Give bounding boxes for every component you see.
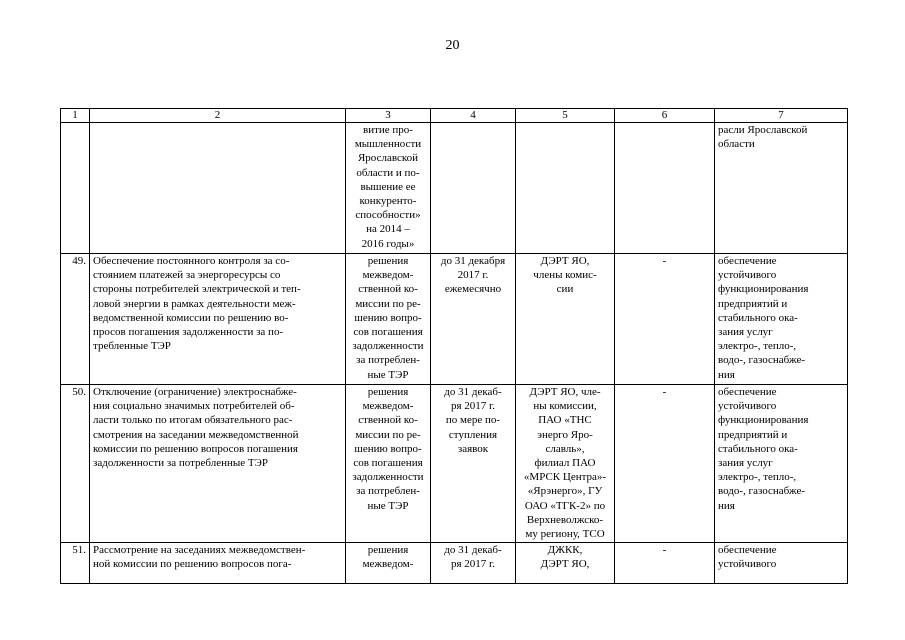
deadline-cell: до 31 декаб- ря 2017 г. по мере по- ступления заявок — [431, 385, 516, 543]
table-row — [61, 385, 848, 543]
column-header: 5 — [516, 109, 615, 123]
row-number-cell: 50. — [61, 385, 90, 543]
result-cell: обеспечение устойчивого функционирования предприятий и стабильного ока- зания услуг электро-, тепло-, водо-, газоснабже- ния — [715, 385, 848, 543]
responsible-cell: ДЖКК, ДЭРТ ЯО, — [516, 543, 615, 584]
document-cell: витие про- мышленности Ярославской области и по- вышение ее конкуренто- способности» на 2014 – 2016 годы» — [346, 123, 431, 254]
funding-cell — [615, 123, 715, 254]
responsible-cell — [516, 123, 615, 254]
row-number-cell: 51. — [61, 543, 90, 584]
table-row — [61, 543, 848, 584]
deadline-cell: до 31 декаб- ря 2017 г. — [431, 543, 516, 584]
deadline-cell — [431, 123, 516, 254]
column-header: 3 — [346, 109, 431, 123]
column-header: 4 — [431, 109, 516, 123]
column-header: 2 — [90, 109, 346, 123]
measure-cell — [90, 123, 346, 254]
funding-cell: - — [615, 254, 715, 385]
document-cell: решения межведом- — [346, 543, 431, 584]
measures-table — [60, 108, 848, 584]
page-number: 20 — [445, 38, 460, 53]
deadline-cell: до 31 декабря 2017 г. ежемесячно — [431, 254, 516, 385]
table-row — [61, 123, 848, 254]
funding-cell: - — [615, 385, 715, 543]
measure-cell: Обеспечение постоянного контроля за со- стоянием платежей за энергоресурсы со стороны потребителей электрической и теп- ловой энергии в рамках деятельности меж- ведомственной комиссии по решению во- просов погашения задолженности за по- требленные ТЭР — [90, 254, 346, 385]
column-header: 7 — [715, 109, 848, 123]
result-cell: расли Ярославской области — [715, 123, 848, 254]
table-row — [61, 254, 848, 385]
row-number-cell: 49. — [61, 254, 90, 385]
responsible-cell: ДЭРТ ЯО, члены комис- сии — [516, 254, 615, 385]
responsible-cell: ДЭРТ ЯО, чле- ны комиссии, ПАО «ТНС энерго Яро- славль», филиал ПАО «МРСК Центра»- «Ярэнерго», ГУ ОАО «ТГК-2» по Верхневолжско- му региону, ТСО — [516, 385, 615, 543]
document-cell: решения межведом- ственной ко- миссии по ре- шению вопро- сов погашения задолженности за потреблен- ные ТЭР — [346, 385, 431, 543]
row-number-cell — [61, 123, 90, 254]
column-header: 1 — [61, 109, 90, 123]
result-cell: обеспечение устойчивого функционирования предприятий и стабильного ока- зания услуг электро-, тепло-, водо-, газоснабже- ния — [715, 254, 848, 385]
funding-cell: - — [615, 543, 715, 584]
table-header-row — [61, 109, 848, 123]
measure-cell: Рассмотрение на заседаниях межведомствен- ной комиссии по решению вопросов пога- — [90, 543, 346, 584]
column-header: 6 — [615, 109, 715, 123]
measure-cell: Отключение (ограничение) электроснабже- ния социально значимых потребителей об- ласти только по итогам обязательного рас- смотрения на заседании межведомственной комиссии по решению вопросов погашения задолженности за потребленные ТЭР — [90, 385, 346, 543]
document-cell: решения межведом- ственной ко- миссии по ре- шению вопро- сов погашения задолженности за потреблен- ные ТЭР — [346, 254, 431, 385]
result-cell: обеспечение устойчивого — [715, 543, 848, 584]
